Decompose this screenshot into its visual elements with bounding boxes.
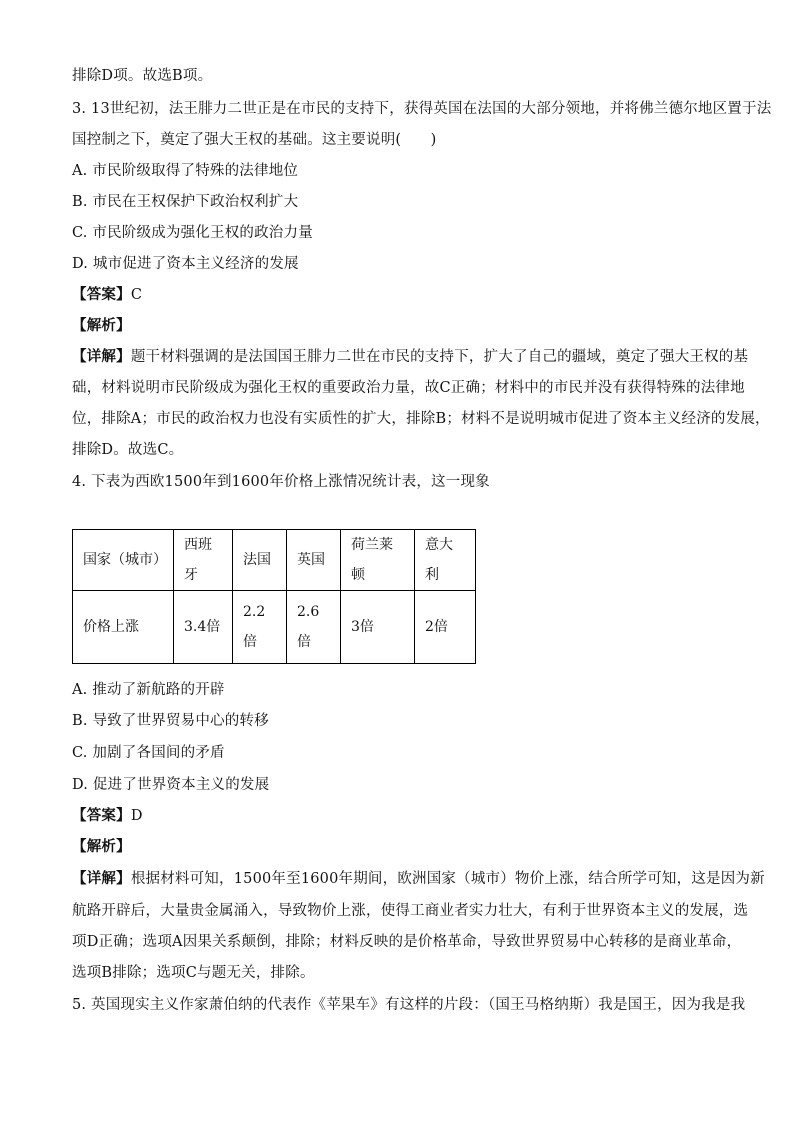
q4-detail-line1 bbox=[72, 869, 765, 889]
q4-option-a: A. 推动了新航路的开辟 bbox=[72, 682, 225, 698]
q3-detail-text1: 题干材料强调的是法国国王腓力二世在市民的支持下，扩大了自己的疆域，奠定了强大王权的基 bbox=[130, 349, 749, 365]
table-header-cell: 国家（城市） bbox=[73, 530, 174, 591]
q3-stem-line1: 3. 13世纪初，法王腓力二世正是在市民的支持下，获得英国在法国的大部分领地，并将佛兰德尔地区置于法 bbox=[72, 101, 772, 117]
q4-detail-line2: 航路开辟后，大量贵金属涌入，导致物价上涨，使得工商业者实力壮大，有利于世界资本主义的发展，选 bbox=[72, 903, 749, 919]
q4-answer-tag: 【答案】 bbox=[72, 807, 131, 824]
q4-detail-line4: 选项B排除；选项C与题无关，排除。 bbox=[72, 965, 315, 981]
q3-analysis-tag: 【解析】 bbox=[72, 317, 131, 334]
q4-answer bbox=[72, 806, 143, 826]
table-cell: 3.4倍 bbox=[174, 591, 233, 664]
q3-stem-line2: 国控制之下，奠定了强大王权的基础。这主要说明( ) bbox=[72, 132, 437, 148]
q4-detail-tag: 【详解】 bbox=[72, 870, 131, 887]
q3-detail-tag: 【详解】 bbox=[72, 348, 131, 365]
q4-option-c: C. 加剧了各国间的矛盾 bbox=[72, 745, 225, 761]
q4-stem: 4. 下表为西欧1500年到1600年价格上涨情况统计表，这一现象 bbox=[72, 474, 490, 490]
q3-option-a: A. 市民阶级取得了特殊的法律地位 bbox=[72, 163, 299, 179]
table-cell: 3倍 bbox=[341, 591, 415, 664]
q4-analysis-tag: 【解析】 bbox=[72, 838, 131, 855]
q4-answer-value: D bbox=[130, 808, 143, 824]
q3-answer-value: C bbox=[130, 287, 143, 303]
q3-detail-line1 bbox=[72, 347, 748, 367]
q3-option-c: C. 市民阶级成为强化王权的政治力量 bbox=[72, 225, 313, 241]
q3-detail-line4: 排除D。故选C。 bbox=[72, 442, 184, 458]
q3-detail-line2: 础，材料说明市民阶级成为强化王权的重要政治力量，故C正确；材料中的市民并没有获得特殊的法律地 bbox=[72, 380, 745, 396]
table-header-row bbox=[73, 530, 476, 591]
table-header-cell: 意大利 bbox=[415, 530, 476, 591]
q4-option-d: D. 促进了世界资本主义的发展 bbox=[72, 777, 270, 793]
q4-detail-line3: 项D正确；选项A因果关系颠倒，排除；材料反映的是价格革命，导致世界贸易中心转移的是商业革命， bbox=[72, 934, 742, 950]
price-table bbox=[72, 529, 476, 664]
q3-option-d: D. 城市促进了资本主义经济的发展 bbox=[72, 256, 299, 272]
table-cell: 2.6倍 bbox=[287, 591, 341, 664]
table-cell: 2倍 bbox=[415, 591, 476, 664]
q3-answer-tag: 【答案】 bbox=[72, 286, 131, 303]
q2-tail: 排除D项。故选B项。 bbox=[72, 68, 213, 84]
q4-detail-text1: 根据材料可知，1500年至1600年期间，欧洲国家（城市）物价上涨，结合所学可知，这是因为新 bbox=[130, 871, 765, 887]
table-header-cell: 荷兰莱顿 bbox=[341, 530, 415, 591]
table-header-cell: 法国 bbox=[233, 530, 287, 591]
table-header-cell: 英国 bbox=[287, 530, 341, 591]
table-header-cell: 西班牙 bbox=[174, 530, 233, 591]
q3-answer bbox=[72, 285, 142, 305]
q5-stem-line1: 5. 英国现实主义作家萧伯纳的代表作《苹果车》有这样的片段：（国王马格纳斯）我是国王，因为我是我 bbox=[72, 997, 746, 1013]
table-cell: 2.2倍 bbox=[233, 591, 287, 664]
q3-option-b: B. 市民在王权保护下政治权利扩大 bbox=[72, 194, 299, 210]
q3-detail-line3: 位，排除A；市民的政治权力也没有实质性的扩大，排除B；材料不是说明城市促进了资本主义经济的发展， bbox=[72, 411, 770, 427]
table-row bbox=[73, 591, 476, 664]
q4-option-b: B. 导致了世界贸易中心的转移 bbox=[72, 713, 269, 729]
table-cell: 价格上涨 bbox=[73, 591, 174, 664]
